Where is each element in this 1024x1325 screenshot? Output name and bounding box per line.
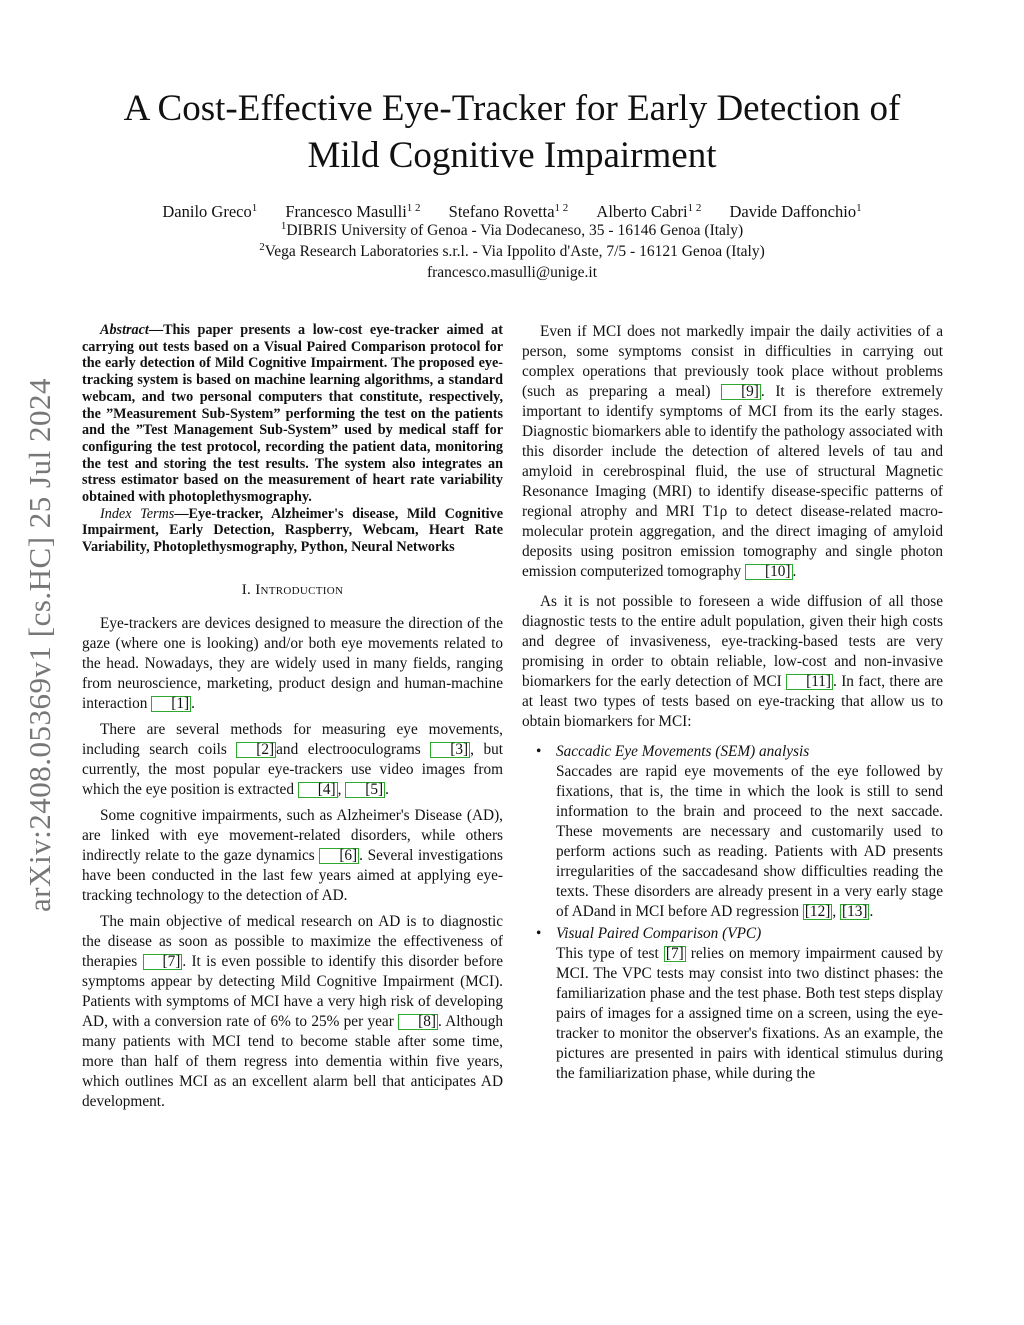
list-item-text: Saccades are rapid eye movements of the eye followed by fixations, that is, the time in which the look is still to send information to the brain and proceed to the next saccade. These movements are necessary and customarily used to perform actions such as reading. Patients with AD presents irregularities of the saccadesand show difficulties reading the texts. These disorders are already present in a very early stage of ADand in MCI before AD regression [12] , [13] . (556, 763, 943, 920)
section-heading-introduction: I. Introduction (241, 581, 344, 598)
author: Alberto Cabri$^{1 2}$ (596, 202, 702, 221)
author: Francesco Masulli$^{1 2}$ (285, 202, 421, 221)
citation-link[interactable]: [8] (398, 1014, 438, 1030)
contact-email: francesco.masulli@unige.it (426, 264, 598, 281)
abstract: Abstract—This paper presents a low-cost eye-tracker aimed at carrying out tests based on a Visual Paired Comparison protocol for the early detection of Mild Cognitive Impairment. The proposed eye-tracking system is based on machine learning algorithms, a standard webcam, and two personal computers that constitute, respectively, the ”Measurement Sub-System” performing the test on the patients and the ”Test Management Sub-System” used by medical staff for configuring the test protocol, recording the patient data, monitoring the test and storing the test results. The system also integrates an stress estimator based on the measurement of heart rate variability obtained with photoplethysmography. (82, 322, 503, 506)
author: Danilo Greco$^1$ (162, 202, 258, 221)
citation-link[interactable]: [9] (721, 384, 761, 400)
biomarker-test-list (522, 742, 943, 1084)
citation-link[interactable]: [7] (665, 945, 684, 962)
citation-link[interactable]: [12] (804, 903, 831, 920)
citation-link[interactable]: [2] (236, 742, 276, 758)
bullet-icon: • (536, 743, 542, 760)
author-list (0, 202, 1024, 222)
left-column (82, 322, 503, 1118)
citation-link[interactable]: [4] (298, 782, 338, 798)
list-item-title: Visual Paired Comparison (VPC) (556, 925, 762, 942)
paragraph: As it is not possible to foreseen a wide diffusion of all those diagnostic tests to the entire adult population, given their high costs and degree of invasiveness, eye-tracking-based tests are very promising in order to obtain reliable, low-cost and non-invasive biomarkers for the early detection of MCI [11] . In fact, there are at least two types of tests based on eye-tracking that allow us to obtain biomarkers for MCI: (522, 593, 943, 730)
arxiv-sidebar (18, 345, 62, 945)
title-line-1: A Cost-Effective Eye-Tracker for Early Detection of (123, 88, 901, 129)
citation-link[interactable]: [7] (143, 954, 183, 970)
paragraph: The main objective of medical research on AD is to diagnostic the disease as soon as possible to maximize the effectiveness of therapies [7] . It is even possible to identify this disorder before symptoms appear by detecting Mild Cognitive Impairment (MCI). Patients with symptoms of MCI have a very high risk of developing AD, with a conversion rate of 6% to 25% per year [8] . Although many patients with MCI tend to become stable after some time, more than half of them regress into dementia within five years, which outlines MCI as an excellent alarm bell that anticipates AD development. (82, 912, 503, 1110)
citation-link[interactable]: [1] (151, 696, 191, 712)
citation-link[interactable]: [11] (786, 674, 833, 690)
list-item (536, 742, 943, 922)
citation-link[interactable]: [6] (319, 848, 359, 864)
paragraph: Even if MCI does not markedly impair the daily activities of a person, some symptoms consist in difficulties in carrying out complex operations that previously took place without problems (such as preparing a meal) [9] . It is therefore extremely important to identify symptoms of MCI from its the early stages. Diagnostic biomarkers able to identify the pathology associated with this disorder include the detection of altered levels of tau and amyloid in cerebrospinal fluid, the use of structural Magnetic Resonance Imaging (MRI) to identify disease-specific patterns of regional atrophy and MRI T1ρ to detect disease-related macro-molecular protein aggregation, and the direct imaging of amyloid deposits using positron emission tomography and single photon emission computerized tomography [10] . (522, 323, 943, 580)
index-terms: Index Terms—Eye-tracker, Alzheimer's disease, Mild Cognitive Impairment, Early Detection, Raspberry, Webcam, Heart Rate Variability, Photoplethysmography, Python, Neural Networks (82, 505, 503, 556)
paragraph: There are several methods for measuring eye movements, including search coils [2] and electrooculograms [3] , but currently, the most popular eye-trackers use video images from which the eye position is extracted [4] , [5] . (82, 720, 503, 798)
citation-link[interactable]: [10] (745, 564, 793, 580)
right-column (522, 322, 943, 1086)
list-item-text: This type of test [7] relies on memory impairment caused by MCI. The VPC tests may consist into two distinct phases: the familiarization phase and the test phase. Both test steps display pairs of images for a assigned time on a screen, using the eye-tracker to monitor the observer's fixations. As an example, the pictures are presented in pairs with identical stimulus during the familiarization phase, while during the (556, 945, 943, 1082)
list-item (536, 924, 943, 1084)
arxiv-identifier: arXiv:2408.05369v1 [cs.HC] 25 Jul 2024 (22, 378, 57, 912)
author: Davide Daffonchio$^1$ (729, 202, 862, 221)
citation-link[interactable]: [3] (430, 742, 470, 758)
affiliation-1: $^1$DIBRIS University of Genoa - Via Dodecaneso, 35 - 16146 Genoa (Italy) (280, 220, 744, 239)
author: Stefano Rovetta$^{1 2}$ (448, 202, 569, 221)
citation-link[interactable]: [5] (345, 782, 385, 798)
bullet-icon: • (536, 925, 542, 942)
list-item-title: Saccadic Eye Movements (SEM) analysis (556, 743, 810, 760)
title-line-2: Mild Cognitive Impairment (307, 135, 717, 176)
paragraph: Some cognitive impairments, such as Alzheimer's Disease (AD), are linked with eye movement-related disorders, while others indirectly relate to the gaze dynamics [6] . Several investigations have been conducted in the last few years aimed at applying eye-tracking technology to the detection of AD. (82, 806, 503, 904)
paragraph: Eye-trackers are devices designed to measure the direction of the gaze (where one is looking) and/or both eye movements related to the head. Nowadays, they are widely used in many fields, ranging from neuroscience, marketing, product design and human-machine interaction [1] . (82, 614, 503, 712)
paper-title (60, 85, 964, 179)
affiliation-2: $^2$Vega Research Laboratories s.r.l. - Via Ippolito d'Aste, 7/5 - 16121 Genoa (Italy) (259, 241, 765, 260)
citation-link[interactable]: [13] (841, 903, 868, 920)
